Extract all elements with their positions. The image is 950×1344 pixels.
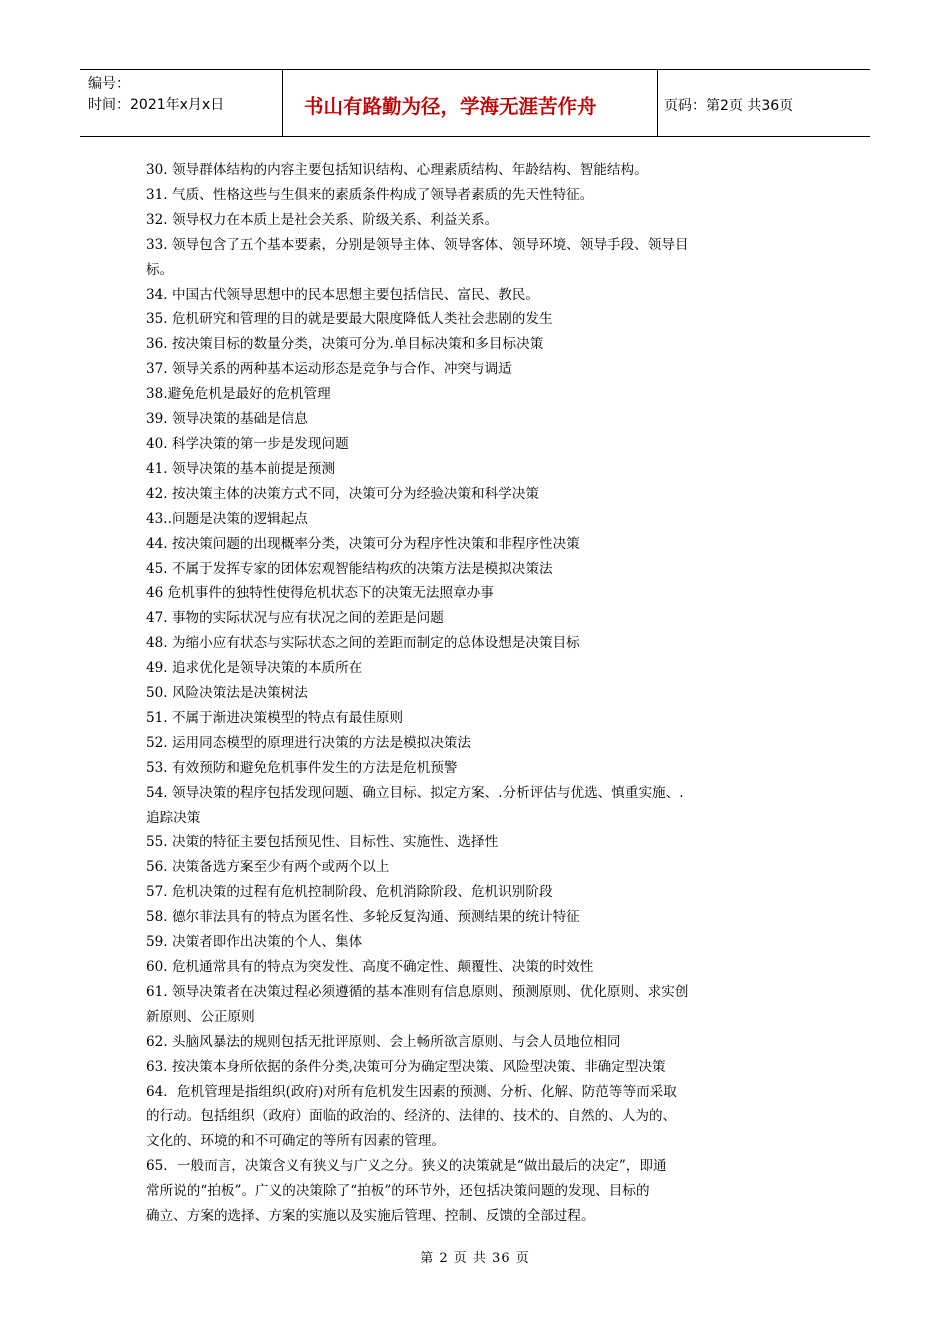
text-line: 34. 中国古代领导思想中的民本思想主要包括信民、富民、教民。 [146, 286, 539, 303]
text-line: 追踪决策 [146, 809, 201, 826]
text-line: 文化的、环境的和不可确定的等所有因素的管理。 [146, 1133, 446, 1150]
document-body [146, 158, 812, 1229]
text-line: 41. 领导决策的基本前提是预测 [146, 460, 336, 477]
header-motto-cell [283, 70, 658, 136]
text-line: 43..问题是决策的逻辑起点 [146, 510, 308, 527]
text-line: 65．一般而言，决策含义有狭义与广义之分。狭义的决策就是“做出最后的决定”，即通 [146, 1158, 667, 1175]
text-line: 42. 按决策主体的决策方式不同，决策可分为经验决策和科学决策 [146, 485, 539, 502]
text-line: 56. 决策备选方案至少有两个或两个以上 [146, 859, 390, 876]
text-line: 30. 领导群体结构的内容主要包括知识结构、心理素质结构、年龄结构、智能结构。 [146, 162, 648, 178]
text-line: 64．危机管理是指组织(政府)对所有危机发生因素的预测、分析、化解、防范等等而采取 [146, 1083, 677, 1100]
text-line: 常所说的“拍板”。广义的决策除了“拍板”的环节外，还包括决策问题的发现、目标的 [146, 1183, 650, 1200]
text-line: 55. 决策的特征主要包括预见性、目标性、实施性、选择性 [146, 834, 499, 851]
text-line: 58. 德尔菲法具有的特点为匿名性、多轮反复沟通、预测结果的统计特征 [146, 909, 580, 926]
text-line: 新原则、公正原则 [146, 1008, 255, 1025]
header-page-cell [658, 70, 870, 136]
text-line: 49. 追求优化是领导决策的本质所在 [146, 660, 363, 677]
text-line: 60. 危机通常具有的特点为突发性、高度不确定性、颠覆性、决策的时效性 [146, 959, 594, 975]
header-meta-cell [80, 70, 283, 136]
text-line: 48. 为缩小应有状态与实际状态之间的差距而制定的总体设想是决策目标 [146, 635, 580, 652]
text-line: 57. 危机决策的过程有危机控制阶段、危机消除阶段、危机识别阶段 [146, 884, 553, 901]
text-line: 40. 科学决策的第一步是发现问题 [146, 435, 349, 452]
text-line: 53. 有效预防和避免危机事件发生的方法是危机预警 [146, 759, 458, 776]
text-line: 确立、方案的选择、方案的实施以及实施后管理、控制、反馈的全部过程。 [146, 1208, 595, 1225]
text-line: 61. 领导决策者在决策过程必须遵循的基本准则有信息原则、预测原则、优化原则、求实创 [146, 983, 689, 1000]
document-date-label: 时间：2021年x月x日 [88, 97, 225, 113]
text-line: 31. 气质、性格这些与生俱来的素质条件构成了领导者素质的先天性特征。 [146, 186, 594, 203]
text-line: 47. 事物的实际状况与应有状况之间的差距是问题 [146, 610, 444, 627]
text-line: 32. 领导权力在本质上是社会关系、阶级关系、利益关系。 [146, 211, 499, 228]
header-motto: 书山有路勤为径，学海无涯苦作舟 [304, 95, 597, 118]
document-header [80, 69, 870, 137]
text-line: 52. 运用同态模型的原理进行决策的方法是模拟决策法 [146, 734, 472, 751]
text-line: 36. 按决策目标的数量分类，决策可分为.单目标决策和多目标决策 [146, 336, 544, 353]
text-line: 45. 不属于发挥专家的团体宏观智能结构疚的决策方法是模拟决策法 [146, 560, 553, 577]
text-line: 标。 [146, 261, 174, 278]
text-line: 38.避免危机是最好的危机管理 [146, 386, 331, 403]
footer-page-number: 第 2 页 共 36 页 [420, 1251, 530, 1266]
text-line: 的行动。包括组织（政府）面临的政治的、经济的、法律的、技术的、自然的、人为的、 [146, 1108, 677, 1125]
text-line: 46 危机事件的独特性使得危机状态下的决策无法照章办事 [146, 585, 494, 602]
page-footer [0, 1247, 950, 1266]
text-line: 37. 领导关系的两种基本运动形态是竞争与合作、冲突与调适 [146, 361, 512, 378]
text-line: 51. 不属于渐进决策模型的特点有最佳原则 [146, 709, 404, 726]
text-line: 54. 领导决策的程序包括发现问题、确立目标、拟定方案、.分析评估与优选、慎重实施、. [146, 784, 684, 801]
text-line: 63. 按决策本身所依据的条件分类,决策可分为确定型决策、风险型决策、非确定型决策 [146, 1058, 666, 1075]
text-line: 59. 决策者即作出决策的个人、集体 [146, 934, 363, 951]
text-line: 39. 领导决策的基础是信息 [146, 411, 308, 428]
text-line: 50. 风险决策法是决策树法 [146, 685, 308, 702]
header-page-info: 页码：第2页 共36页 [664, 97, 794, 114]
document-number-label: 编号： [88, 76, 130, 92]
text-line: 33. 领导包含了五个基本要素，分别是领导主体、领导客体、领导环境、领导手段、领导目 [146, 236, 689, 253]
text-line: 35. 危机研究和管理的目的就是要最大限度降低人类社会悲剧的发生 [146, 311, 553, 328]
text-line: 62. 头脑风暴法的规则包括无批评原则、会上畅所欲言原则、与会人员地位相同 [146, 1033, 621, 1050]
text-line: 44. 按决策问题的出现概率分类，决策可分为程序性决策和非程序性决策 [146, 535, 580, 552]
